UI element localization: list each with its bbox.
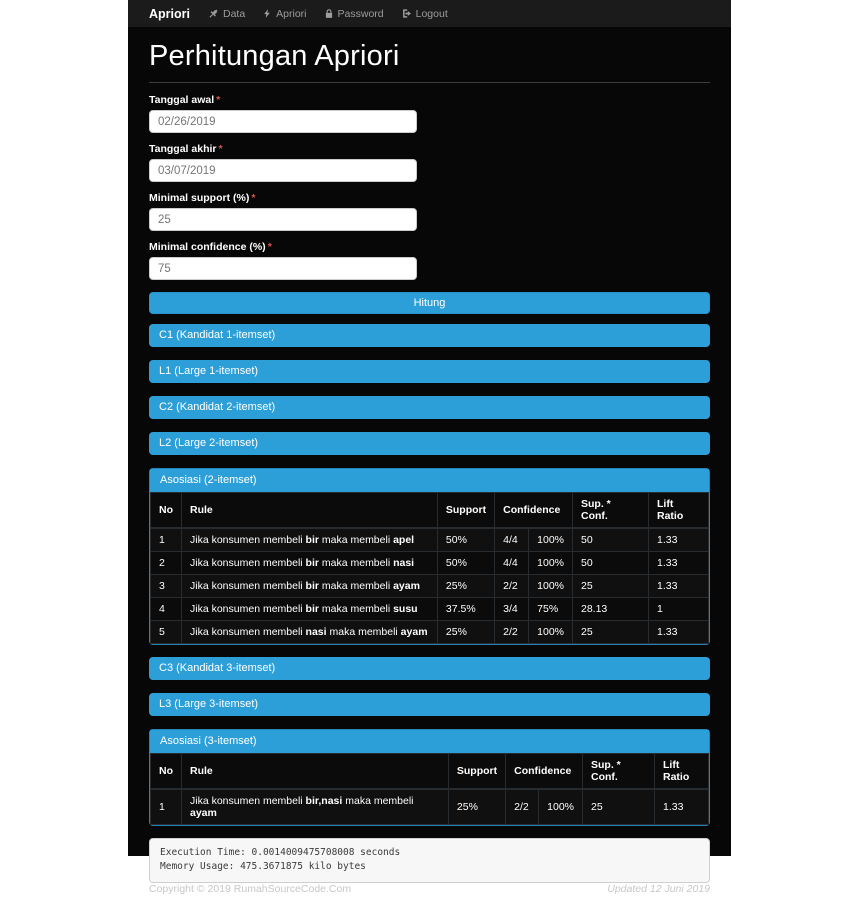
col-rule: Rule xyxy=(182,493,438,529)
cell-confidence-percent: 100% xyxy=(529,575,573,598)
required-asterisk: * xyxy=(218,143,223,155)
antecedent-item: bir,nasi xyxy=(305,795,343,807)
col-sup-conf: Sup. * Conf. xyxy=(573,493,649,529)
cell-support: 25% xyxy=(448,789,505,825)
panel-c3[interactable]: C3 (Kandidat 3-itemset) xyxy=(149,657,710,680)
antecedent-item: bir xyxy=(305,580,319,592)
cell-sup-conf: 25 xyxy=(573,621,649,644)
table-header-row xyxy=(151,493,709,529)
col-confidence: Confidence xyxy=(506,754,583,790)
cell-confidence-fraction: 4/4 xyxy=(495,528,529,552)
app-screen xyxy=(128,0,731,895)
cell-no: 2 xyxy=(151,552,182,575)
form-group-minimal-support xyxy=(149,192,710,231)
asosiasi-2-table xyxy=(150,492,709,644)
cell-confidence-percent: 75% xyxy=(529,598,573,621)
cell-rule: Jika konsumen membeli bir,nasi maka membeli ayam xyxy=(182,789,449,825)
cell-no: 5 xyxy=(151,621,182,644)
cell-rule: Jika konsumen membeli bir maka membeli ayam xyxy=(182,575,438,598)
thumbtack-icon xyxy=(208,8,219,19)
consequent-item: ayam xyxy=(393,580,420,592)
nav-item-label: Logout xyxy=(415,7,448,20)
asosiasi-2-itemset-panel xyxy=(149,468,710,645)
panel-asosiasi-2[interactable]: Asosiasi (2-itemset) xyxy=(150,469,709,492)
consequent-item: ayam xyxy=(190,807,217,819)
tanggal-awal-input[interactable] xyxy=(149,110,417,133)
cell-sup-conf: 25 xyxy=(573,575,649,598)
nav-item-data[interactable] xyxy=(208,8,245,20)
navbar-brand[interactable]: Apriori xyxy=(149,6,190,21)
copyright-text: Copyright © 2019 RumahSourceCode.Com xyxy=(149,882,352,895)
consequent-item: susu xyxy=(393,603,418,615)
cell-no: 1 xyxy=(151,528,182,552)
col-no: No xyxy=(151,754,182,790)
table-header-row xyxy=(151,754,709,790)
logout-icon xyxy=(401,8,412,19)
cell-rule: Jika konsumen membeli bir maka membeli nasi xyxy=(182,552,438,575)
minimal-confidence-label: Minimal confidence (%) * xyxy=(149,241,272,253)
col-lift-ratio: Lift Ratio xyxy=(655,754,709,790)
table-row xyxy=(151,789,709,825)
cell-lift-ratio: 1.33 xyxy=(649,621,709,644)
cell-no: 1 xyxy=(151,789,182,825)
panel-asosiasi-3[interactable]: Asosiasi (3-itemset) xyxy=(150,730,709,753)
cell-no: 3 xyxy=(151,575,182,598)
cell-lift-ratio: 1.33 xyxy=(655,789,709,825)
antecedent-item: bir xyxy=(305,534,319,546)
table-row xyxy=(151,575,709,598)
minimal-support-label: Minimal support (%) * xyxy=(149,192,256,204)
asosiasi-3-table xyxy=(150,753,709,825)
form-group-minimal-confidence xyxy=(149,241,710,280)
antecedent-item: bir xyxy=(305,557,319,569)
form-group-tanggal-akhir xyxy=(149,143,710,182)
form-group-tanggal-awal xyxy=(149,94,710,133)
table-row xyxy=(151,598,709,621)
cell-confidence-fraction: 2/2 xyxy=(506,789,539,825)
antecedent-item: bir xyxy=(305,603,319,615)
col-lift-ratio: Lift Ratio xyxy=(649,493,709,529)
minimal-confidence-input[interactable] xyxy=(149,257,417,280)
required-asterisk: * xyxy=(251,192,256,204)
nav-item-apriori[interactable] xyxy=(262,8,306,20)
cell-sup-conf: 50 xyxy=(573,552,649,575)
cell-rule: Jika konsumen membeli bir maka membeli susu xyxy=(182,598,438,621)
panel-c2[interactable]: C2 (Kandidat 2-itemset) xyxy=(149,396,710,419)
title-divider xyxy=(149,82,710,83)
lock-icon xyxy=(324,8,334,19)
panel-l1[interactable]: L1 (Large 1-itemset) xyxy=(149,360,710,383)
cell-confidence-fraction: 2/2 xyxy=(495,575,529,598)
cell-support: 25% xyxy=(437,575,494,598)
cell-lift-ratio: 1.33 xyxy=(649,552,709,575)
required-asterisk: * xyxy=(267,241,272,253)
cell-support: 50% xyxy=(437,552,494,575)
execution-time-text: Execution Time: 0.0014009475708008 seconds xyxy=(160,847,401,858)
cell-confidence-fraction: 3/4 xyxy=(495,598,529,621)
minimal-support-input[interactable] xyxy=(149,208,417,231)
cell-lift-ratio: 1.33 xyxy=(649,575,709,598)
consequent-item: ayam xyxy=(400,626,428,638)
cell-sup-conf: 28.13 xyxy=(573,598,649,621)
page-title: Perhitungan Apriori xyxy=(149,40,400,72)
cell-rule: Jika konsumen membeli nasi maka membeli ayam xyxy=(182,621,438,644)
tanggal-akhir-label: Tanggal akhir * xyxy=(149,143,223,155)
footer xyxy=(128,883,731,904)
nav-item-password[interactable] xyxy=(324,8,384,20)
col-confidence: Confidence xyxy=(495,493,573,529)
asosiasi-3-table-body xyxy=(151,789,709,825)
asosiasi-2-table-body xyxy=(151,528,709,644)
memory-usage-text: Memory Usage: 475.3671875 kilo bytes xyxy=(160,861,366,873)
required-asterisk: * xyxy=(216,94,221,106)
nav-item-label: Apriori xyxy=(276,7,307,20)
col-no: No xyxy=(151,493,182,529)
consequent-item: apel xyxy=(393,534,415,546)
nav-item-logout[interactable] xyxy=(401,8,448,20)
tanggal-awal-label: Tanggal awal * xyxy=(149,94,221,106)
panel-c1[interactable]: C1 (Kandidat 1-itemset) xyxy=(149,324,710,347)
cell-confidence-percent: 100% xyxy=(529,528,573,552)
nav-item-label: Data xyxy=(222,7,246,20)
hitung-button[interactable]: Hitung xyxy=(149,292,710,314)
tanggal-akhir-input[interactable] xyxy=(149,159,417,182)
cell-no: 4 xyxy=(151,598,182,621)
bolt-icon xyxy=(262,8,272,19)
cell-confidence-percent: 100% xyxy=(529,621,573,644)
consequent-item: nasi xyxy=(393,557,415,569)
col-sup-conf: Sup. * Conf. xyxy=(583,754,655,790)
main-container xyxy=(128,27,731,883)
col-support: Support xyxy=(448,754,505,790)
execution-info-box xyxy=(149,838,710,883)
navbar xyxy=(128,0,731,27)
cell-support: 25% xyxy=(437,621,494,644)
cell-confidence-percent: 100% xyxy=(529,552,573,575)
col-rule: Rule xyxy=(182,754,449,790)
panel-l2[interactable]: L2 (Large 2-itemset) xyxy=(149,432,710,455)
panel-l3[interactable]: L3 (Large 3-itemset) xyxy=(149,693,710,716)
antecedent-item: nasi xyxy=(305,626,327,638)
cell-confidence-fraction: 4/4 xyxy=(495,552,529,575)
cell-lift-ratio: 1 xyxy=(649,598,709,621)
updated-text: Updated 12 Juni 2019 xyxy=(607,882,710,895)
cell-support: 50% xyxy=(437,528,494,552)
cell-sup-conf: 50 xyxy=(573,528,649,552)
cell-sup-conf: 25 xyxy=(583,789,655,825)
cell-support: 37.5% xyxy=(437,598,494,621)
col-support: Support xyxy=(437,493,494,529)
table-row xyxy=(151,621,709,644)
nav-item-label: Password xyxy=(337,7,384,20)
asosiasi-3-itemset-panel xyxy=(149,729,710,826)
table-row xyxy=(151,528,709,552)
cell-rule: Jika konsumen membeli bir maka membeli apel xyxy=(182,528,438,552)
table-row xyxy=(151,552,709,575)
cell-confidence-percent: 100% xyxy=(539,789,583,825)
cell-confidence-fraction: 2/2 xyxy=(495,621,529,644)
cell-lift-ratio: 1.33 xyxy=(649,528,709,552)
